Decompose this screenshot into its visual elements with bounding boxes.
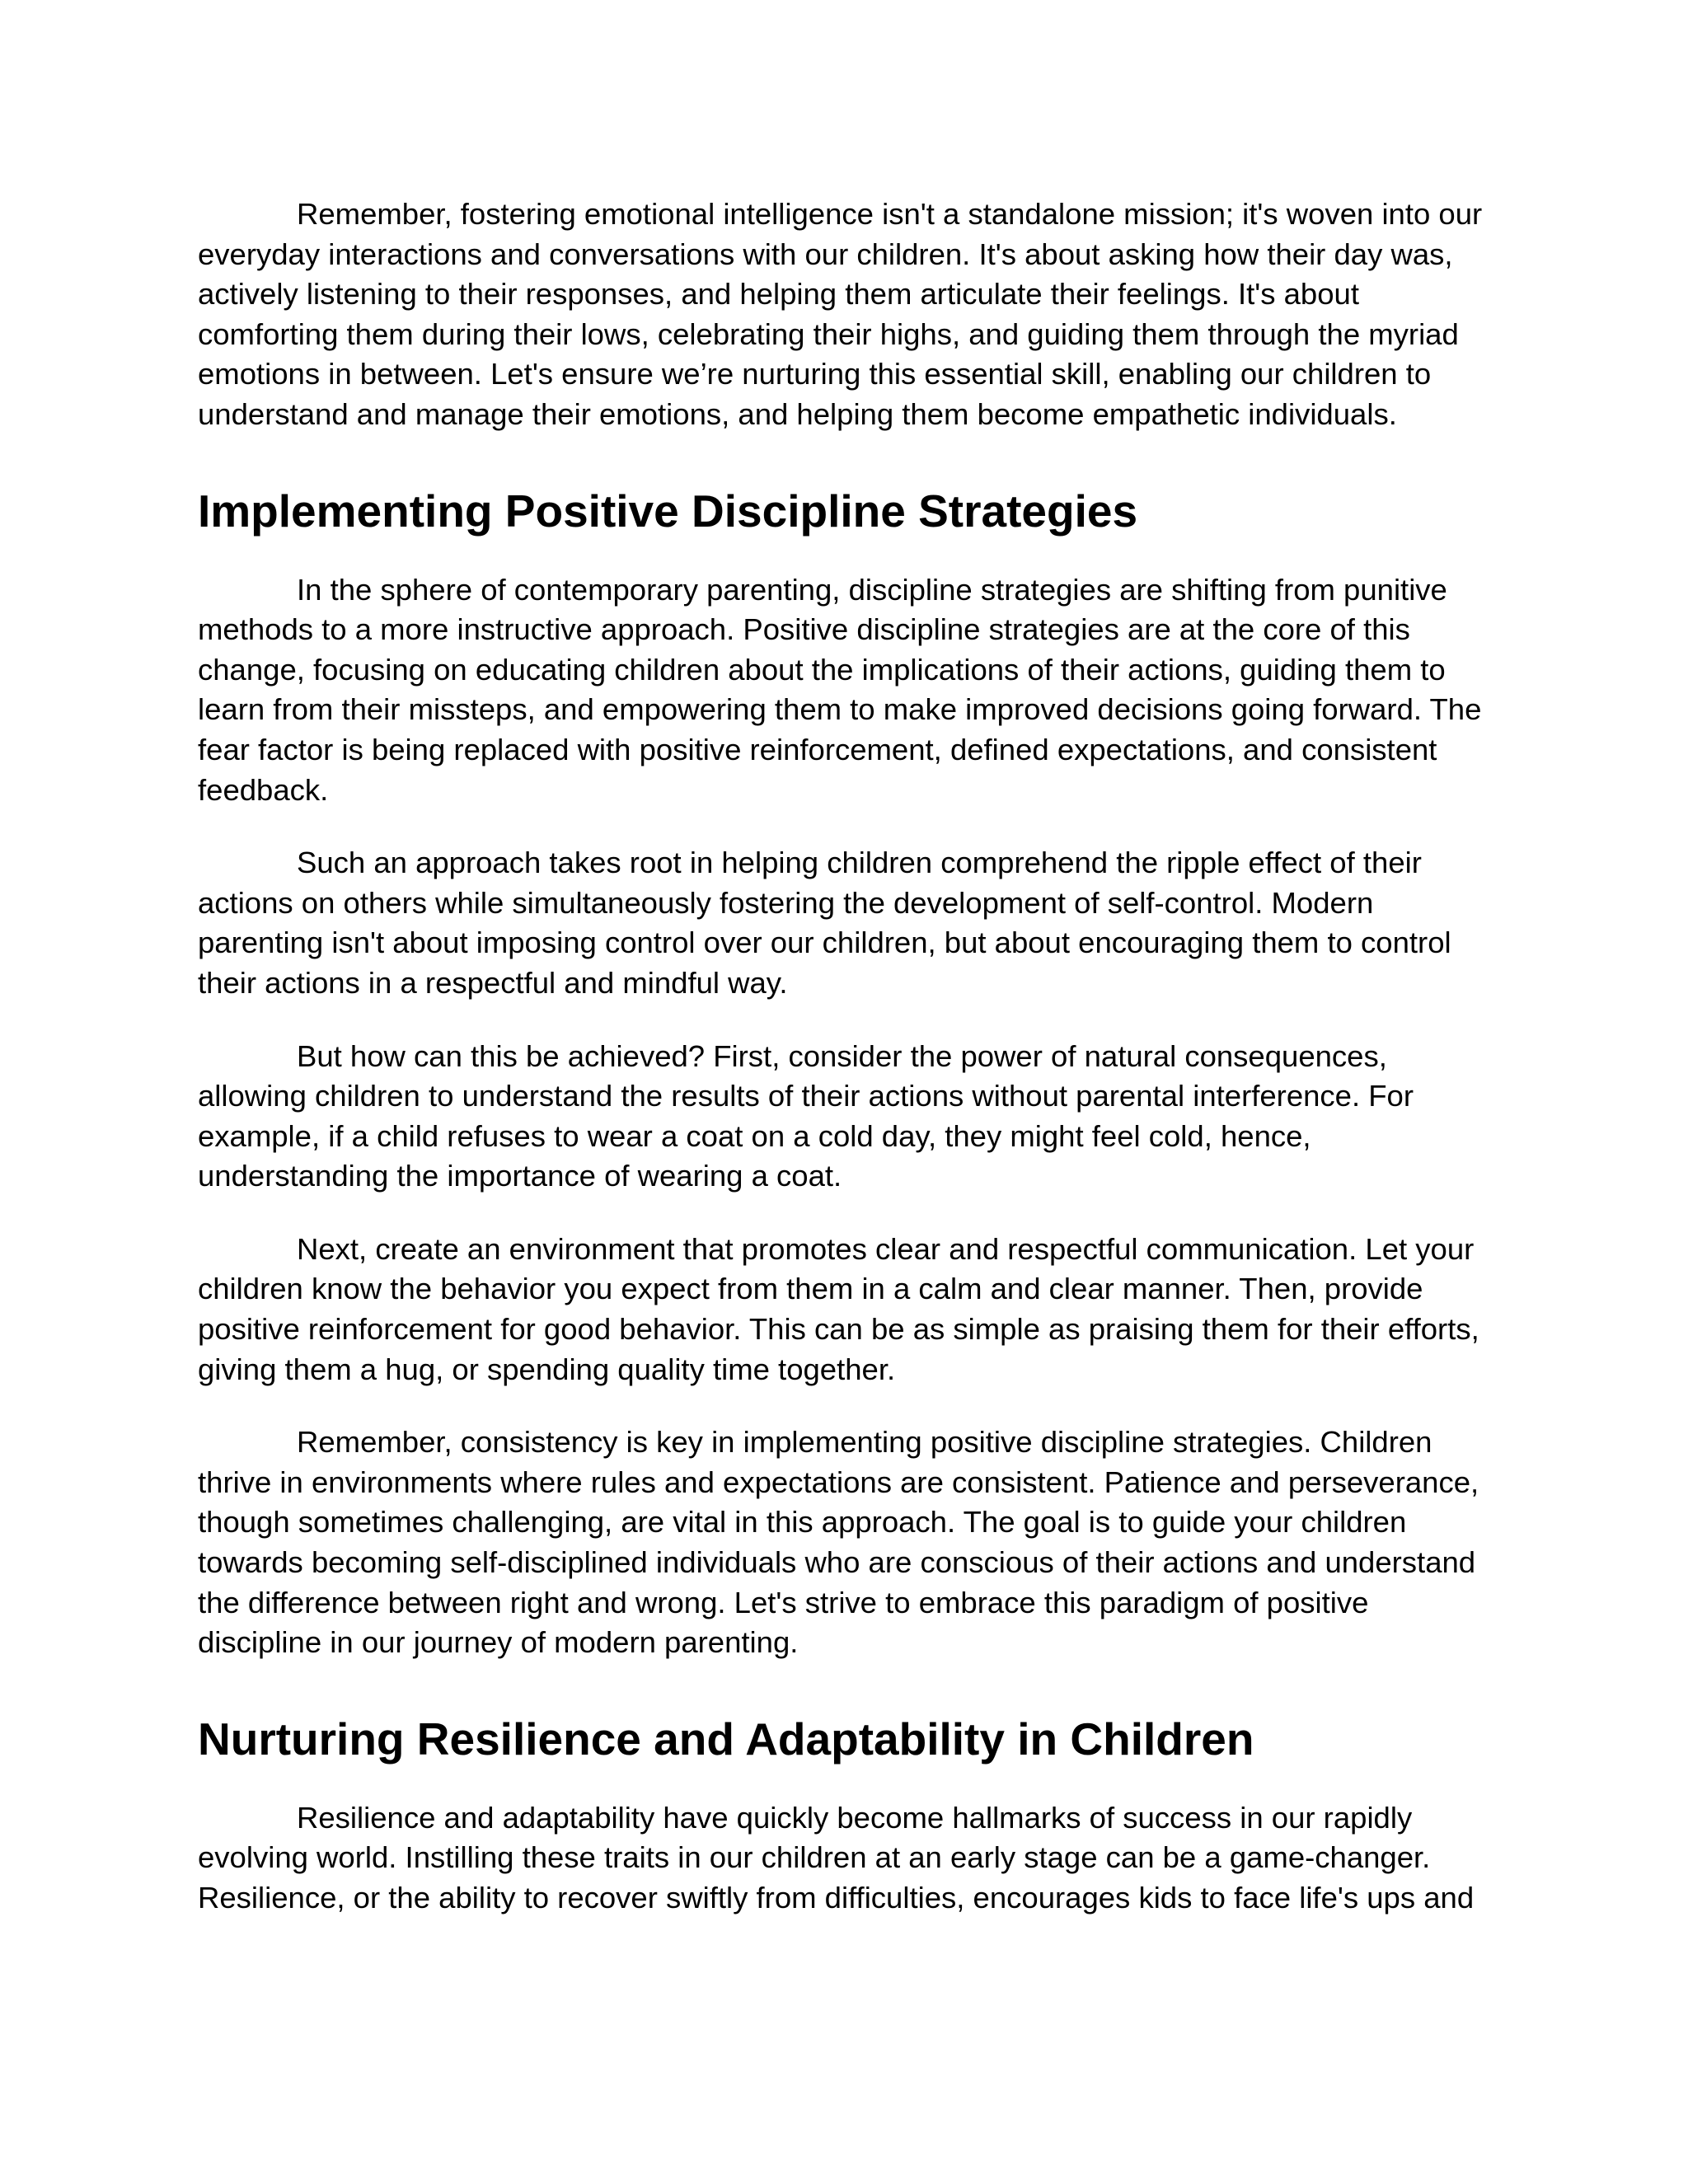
- section-heading-resilience: Nurturing Resilience and Adaptability in Children: [198, 1713, 1254, 1765]
- paragraph: Next, create an environment that promotes clear and respectful communication. Let your children know the behavior you expect from them in a calm and clear manner. Then, provide positive reinforcement for good behavior. This can be as simple as praising them for their efforts, giving them a hug, or spending quality time together.: [198, 1231, 1479, 1386]
- paragraph: Remember, consistency is key in implementing positive discipline strategies. Children thrive in environments where rules and expectations are consistent. Patience and perseverance, though sometimes challenging, are vital in this approach. The goal is to guide your children towards becoming self-disciplined individuals who are conscious of their actions and understand the difference between right and wrong. Let's strive to embrace this paradigm of positive discipline in our journey of modern parenting.: [198, 1425, 1479, 1660]
- section-heading-positive-discipline: Implementing Positive Discipline Strategies: [198, 485, 1138, 537]
- intro-paragraph: Remember, fostering emotional intelligence isn't a standalone mission; it's woven into our everyday interactions and conversations with our children. It's about asking how their day was, actively listening to their responses, and helping them articulate their feelings. It's about comforting them during their lows, celebrating their highs, and guiding them through the myriad emotions in between. Let's ensure we’re nurturing this essential skill, enabling our children to understand and manage their emotions, and helping them become empathetic individuals.: [198, 197, 1483, 431]
- paragraph: But how can this be achieved? First, consider the power of natural consequences, allowing children to understand the results of their actions without parental interference. For example, if a child refuses to wear a coat on a cold day, they might feel cold, hence, understanding the importance of wearing a coat.: [198, 1038, 1414, 1193]
- document-body: [198, 194, 1500, 1919]
- paragraph: Resilience and adaptability have quickly become hallmarks of success in our rapidly evolving world. Instilling these traits in our children at an early stage can be a game-changer. Resilience, or the ability to recover swiftly from difficulties, encourages kids to face life's ups and: [198, 1800, 1475, 1915]
- paragraph: Such an approach takes root in helping children comprehend the ripple effect of their actions on others while simultaneously fostering the development of self-control. Modern parenting isn't about imposing control over our children, but about encouraging them to control their actions in a respectful and mindful way.: [198, 846, 1451, 1000]
- paragraph: In the sphere of contemporary parenting, discipline strategies are shifting from punitive methods to a more instructive approach. Positive discipline strategies are at the core of this change, focusing on educating children about the implications of their actions, guiding them to learn from their missteps, and empowering them to make improved decisions going forward. The fear factor is being replaced with positive reinforcement, defined expectations, and consistent feedback.: [198, 572, 1482, 807]
